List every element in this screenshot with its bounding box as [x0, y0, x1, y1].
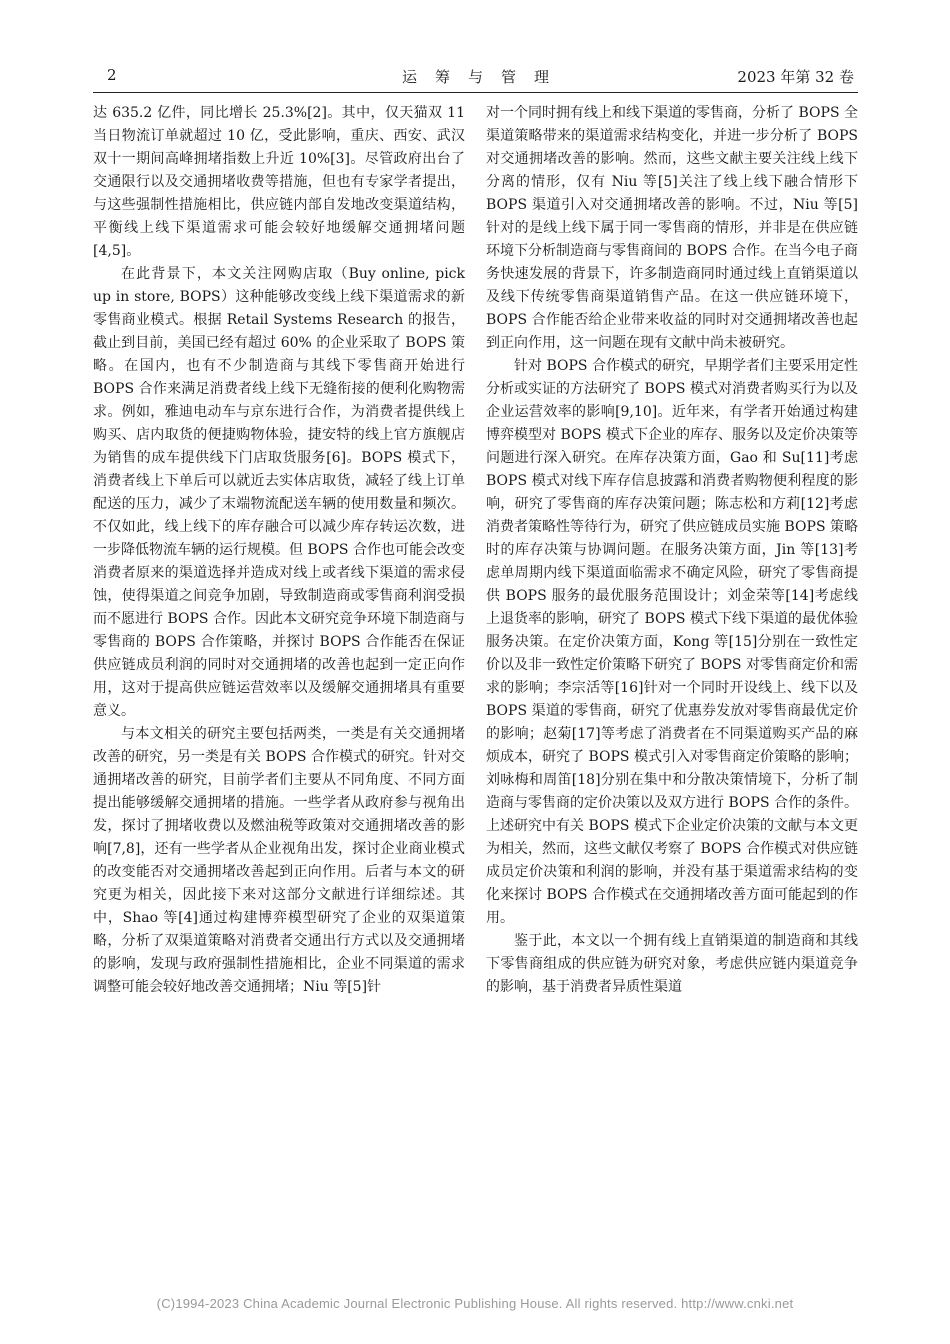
running-header	[93, 64, 858, 93]
page-number: 2	[107, 66, 117, 84]
paragraph: 鉴于此，本文以一个拥有线上直销渠道的制造商和其线下零售商组成的供应链为研究对象，考虑供应链内渠道竞争的影响，基于消费者异质性渠道	[486, 933, 858, 995]
paragraph: 与本文相关的研究主要包括两类，一类是有关交通拥堵改善的研究，另一类是有关 BOPS 合作模式的研究。针对交通拥堵改善的研究，目前学者们主要从不同角度、不同方面提出能够缓解交通拥堵的措施。一些学者从政府参与视角出发，探讨了拥堵收费以及燃油税等政策对交通拥堵改善的影响[7,8]，还有一些学者从企业视角出发，探讨企业商业模式的改变能否对交通拥堵改善起到正向作用。后者与本文的研究更为相关，因此接下来对这部分文献进行详细综述。其中，Shao 等[4]通过构建博弈模型研究了企业的双渠道策略，分析了双渠道策略对消费者交通出行方式以及交通拥堵的影响，发现与政府强制性措施相比，企业不同渠道的需求调整可能会较好地改善交通拥堵；Niu 等[5]针	[93, 726, 465, 995]
paragraph: 达 635.2 亿件，同比增长 25.3%[2]。其中，仅天猫双 11 当日物流订单就超过 10 亿，受此影响，重庆、西安、武汉双十一期间高峰拥堵指数上升近 10%[3]。尽管政府出台了交通限行以及交通拥堵收费等措施，但也有专家学者提出，与这些强制性措施相比，供应链内部自发地改变渠道结构，平衡线上线下渠道需求可能会较好地缓解交通拥堵问题[4,5]。	[93, 105, 465, 259]
issue-info: 2023 年第 32 卷	[737, 68, 854, 86]
paragraph: 在此背景下，本文关注网购店取（Buy online, pick up in store, BOPS）这种能够改变线上线下渠道需求的新零售商业模式。根据 Retail Systems Research 的报告，截止到目前，美国已经有超过 60% 的企业采取了 BOPS 策略。在国内，也有不少制造商与其线下零售商开始进行 BOPS 合作来满足消费者线上线下无缝衔接的便利化购物需求。例如，雅迪电动车与京东进行合作，为消费者提供线上购买、店内取货的便捷购物体验，捷安特的线上官方旗舰店为销售的成车提供线下门店取货服务[6]。BOPS 模式下，消费者线上下单后可以就近去实体店取货，减轻了线上订单配送的压力，减少了末端物流配送车辆的使用数量和频次。不仅如此，线上线下的库存融合可以减少库存转运次数，进一步降低物流车辆的运行规模。但 BOPS 合作也可能会改变消费者原来的渠道选择并造成对线上或者线下渠道的需求侵蚀，使得渠道之间竞争加剧，导致制造商或零售商利润受损而不愿进行 BOPS 合作。因此本文研究竞争环境下制造商与零售商的 BOPS 合作策略，并探讨 BOPS 合作能否在保证供应链成员利润的同时对交通拥堵的改善也起到一定正向作用，这对于提高供应链运营效率以及缓解交通拥堵具有重要意义。	[93, 266, 465, 719]
paragraph: 对一个同时拥有线上和线下渠道的零售商，分析了 BOPS 全渠道策略带来的渠道需求结构变化，并进一步分析了 BOPS 对交通拥堵改善的影响。然而，这些文献主要关注线上线下分离的情形，仅有 Niu 等[5]关注了线上线下融合情形下 BOPS 渠道引入对交通拥堵改善的影响。不过，Niu 等[5]针对的是线上线下属于同一零售商的情形，并非是在供应链环境下分析制造商与零售商间的 BOPS 合作。在当今电子商务快速发展的背景下，许多制造商同时通过线上直销渠道以及线下传统零售商渠道销售产品。在这一供应链环境下，BOPS 合作能否给企业带来收益的同时对交通拥堵改善也起到正向作用，这一问题在现有文献中尚未被研究。	[486, 105, 858, 351]
paragraph: 针对 BOPS 合作模式的研究，早期学者们主要采用定性分析或实证的方法研究了 BOPS 模式对消费者购买行为以及企业运营效率的影响[9,10]。近年来，有学者开始通过构建博弈模型对 BOPS 模式下企业的库存、服务以及定价决策等问题进行深入研究。在库存决策方面，Gao 和 Su[11]考虑 BOPS 模式对线下库存信息披露和消费者购物便利程度的影响，研究了零售商的库存决策问题；陈志松和方莉[12]考虑消费者策略性等待行为，研究了供应链成员实施 BOPS 策略时的库存决策与协调问题。在服务决策方面，Jin 等[13]考虑单周期内线下渠道面临需求不确定风险，研究了零售商提供 BOPS 服务的最优服务范围设计；刘金荣等[14]考虑线上退货率的影响，研究了 BOPS 模式下线下渠道的最优体验服务决策。在定价决策方面，Kong 等[15]分别在一致性定价以及非一致性定价策略下研究了 BOPS 对零售商定价和需求的影响；李宗活等[16]针对一个同时开设线上、线下以及 BOPS 渠道的零售商，研究了优惠券发放对零售商最优定价的影响；赵菊[17]等考虑了消费者在不同渠道购买产品的麻烦成本，研究了 BOPS 模式引入对零售商定价策略的影响；刘咏梅和周笛[18]分别在集中和分散决策情境下，分析了制造商与零售商的定价决策以及双方进行 BOPS 合作的条件。上述研究中有关 BOPS 模式下企业定价决策的文献与本文更为相关，然而，这些文献仅考察了 BOPS 合作模式对供应链成员定价决策和利润的影响，并没有基于渠道需求结构的变化来探讨 BOPS 合作模式在交通拥堵改善方面可能起到的作用。	[486, 358, 858, 926]
copyright-footer: (C)1994-2023 China Academic Journal Electronic Publishing House. All rights reserved. http://www.cnki.net	[156, 1296, 794, 1311]
left-column	[93, 102, 465, 999]
journal-title: 运筹与管理	[401, 68, 567, 86]
right-column	[486, 102, 858, 999]
